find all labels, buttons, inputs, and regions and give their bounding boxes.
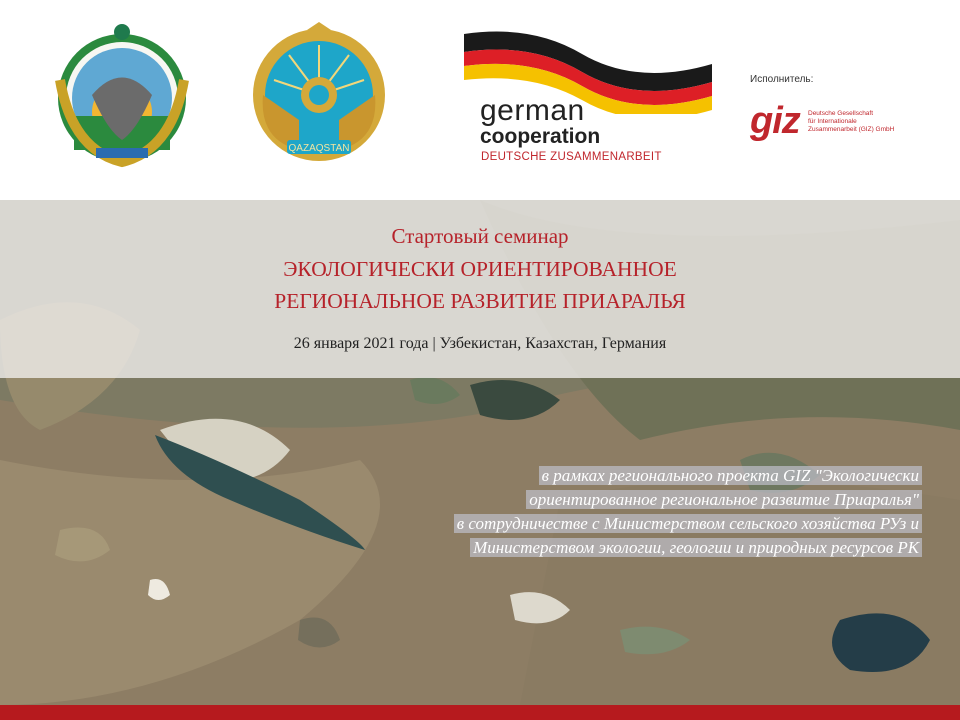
gc-word-german: german: [480, 94, 585, 127]
project-note: [454, 464, 922, 560]
project-note-line-2: ориентированное региональное развитие Приаралья": [526, 490, 922, 509]
seminar-intro: Стартовый семинар: [391, 224, 569, 248]
gc-word-cooperation: cooperation: [480, 125, 601, 148]
giz-logo: giz: [750, 100, 800, 142]
uzbekistan-emblem: [52, 20, 192, 170]
giz-full-name: Deutsche Gesellschaft für Internationale Zusammenarbeit (GIZ) GmbH: [808, 110, 895, 133]
seminar-title-line-1: ЭКОЛОГИЧЕСКИ ОРИЕНТИРОВАННОЕ: [283, 257, 677, 281]
kz-emblem-text: QAZAQSTAN: [288, 143, 350, 154]
bottom-red-bar: [0, 705, 960, 720]
project-note-line-4: Министерством экологии, геологии и природных ресурсов РК: [470, 538, 922, 557]
header-logos: [0, 0, 960, 200]
gc-subtitle: DEUTSCHE ZUSAMMENARBEIT: [481, 151, 662, 163]
executor-label: Исполнитель:: [750, 74, 814, 85]
project-note-line-3: в сотрудничестве с Министерством сельского хозяйства РУз и: [454, 514, 922, 533]
seminar-title-line-2: РЕГИОНАЛЬНОЕ РАЗВИТИЕ ПРИАРАЛЬЯ: [274, 289, 686, 313]
kazakhstan-emblem: [249, 20, 389, 170]
seminar-date-location: 26 января 2021 года | Узбекистан, Казахстан, Германия: [293, 335, 667, 352]
project-note-line-1: в рамках регионального проекта GIZ "Экологически: [539, 466, 922, 485]
title-band: [0, 200, 960, 378]
